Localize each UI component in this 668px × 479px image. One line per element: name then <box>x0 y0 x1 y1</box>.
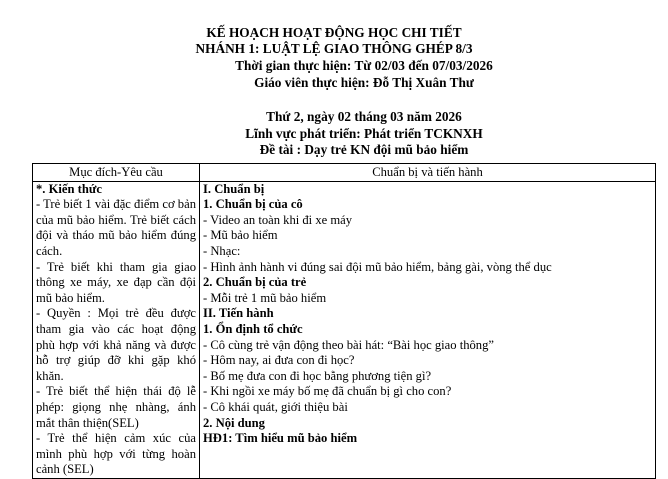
plan-domain: Lĩnh vực phát triển: Phát triển TCKNXH <box>245 126 483 141</box>
preparation-cell <box>200 181 656 478</box>
list-item: - Cô khái quát, giới thiệu bài <box>203 399 348 414</box>
objective-heading: *. Kiến thức <box>36 181 102 196</box>
section-heading: II. Tiến hành <box>203 306 274 321</box>
list-item: - Mỗi trẻ 1 mũ bảo hiểm <box>203 290 327 305</box>
table-row <box>33 181 656 478</box>
list-item: - Mũ bảo hiểm <box>203 228 278 243</box>
list-item: - Hôm nay, ai đưa con đi học? <box>203 353 355 368</box>
objective-item: - Trẻ biết khi tham gia giao thông xe máy, xe đạp cần đội mũ bảo hiểm. <box>36 259 196 305</box>
table-header-row <box>33 164 656 182</box>
subsection-heading: 1. Chuẩn bị của cô <box>203 197 303 212</box>
objective-item: - Trẻ biết thể hiện thái độ lễ phép: giọng nhẹ nhàng, ánh mắt thân thiện(SEL) <box>36 384 196 430</box>
list-item: - Video an toàn khi đi xe máy <box>203 212 353 227</box>
list-item: - Khi ngồi xe máy bố mẹ đã chuẩn bị gì cho con? <box>203 384 452 399</box>
list-item: - Cô cùng trẻ vận động theo bài hát: “Bài học giao thông” <box>203 337 494 352</box>
header-objectives: Mục đích-Yêu cầu <box>33 164 200 182</box>
plan-group: NHÁNH 1: LUẬT LỆ GIAO THÔNG GHÉP 8/3 <box>195 41 473 56</box>
list-item: - Hình ảnh hành vi đúng sai đội mũ bảo hiểm, bảng gài, vòng thể dục <box>203 259 552 274</box>
plan-date: Thứ 2, ngày 02 tháng 03 năm 2026 <box>266 109 462 124</box>
lesson-plan-table <box>32 163 656 479</box>
activity-heading: HĐ1: Tìm hiểu mũ bảo hiểm <box>203 431 358 446</box>
list-item: - Nhạc: <box>203 243 241 258</box>
subsection-heading: 2. Nội dung <box>203 415 265 430</box>
subsection-heading: 2. Chuẩn bị của trẻ <box>203 275 307 290</box>
plan-topic: Đề tài : Dạy trẻ KN đội mũ bảo hiểm <box>259 142 469 157</box>
objective-item: - Trẻ thể hiện cảm xúc của mình phù hợp với từng hoàn cảnh (SEL) <box>36 431 196 477</box>
objectives-cell <box>33 181 200 478</box>
plan-period: Thời gian thực hiện: Từ 02/03 đến 07/03/2026 <box>235 58 493 73</box>
plan-teacher: Giáo viên thực hiện: Đỗ Thị Xuân Thư <box>254 75 474 90</box>
section-heading: I. Chuẩn bị <box>203 181 265 196</box>
objective-item: - Trẻ biết 1 vài đặc điểm cơ bản của mũ bảo hiểm. Trẻ biết cách đội và tháo mũ bảo hiểm đúng cách. <box>36 197 196 258</box>
plan-title: KẾ HOẠCH HOẠT ĐỘNG HỌC CHI TIẾT <box>206 25 462 40</box>
header-preparation: Chuẩn bị và tiến hành <box>200 164 656 182</box>
list-item: - Bố mẹ đưa con đi học bằng phương tiện gì? <box>203 368 432 383</box>
subsection-heading: 1. Ổn định tổ chức <box>203 321 303 336</box>
objective-item: - Quyền : Mọi trẻ đều được tham gia vào các hoạt động phù hợp với khả năng và được hỗ trợ giúp đỡ khi gặp khó khăn. <box>36 306 196 383</box>
